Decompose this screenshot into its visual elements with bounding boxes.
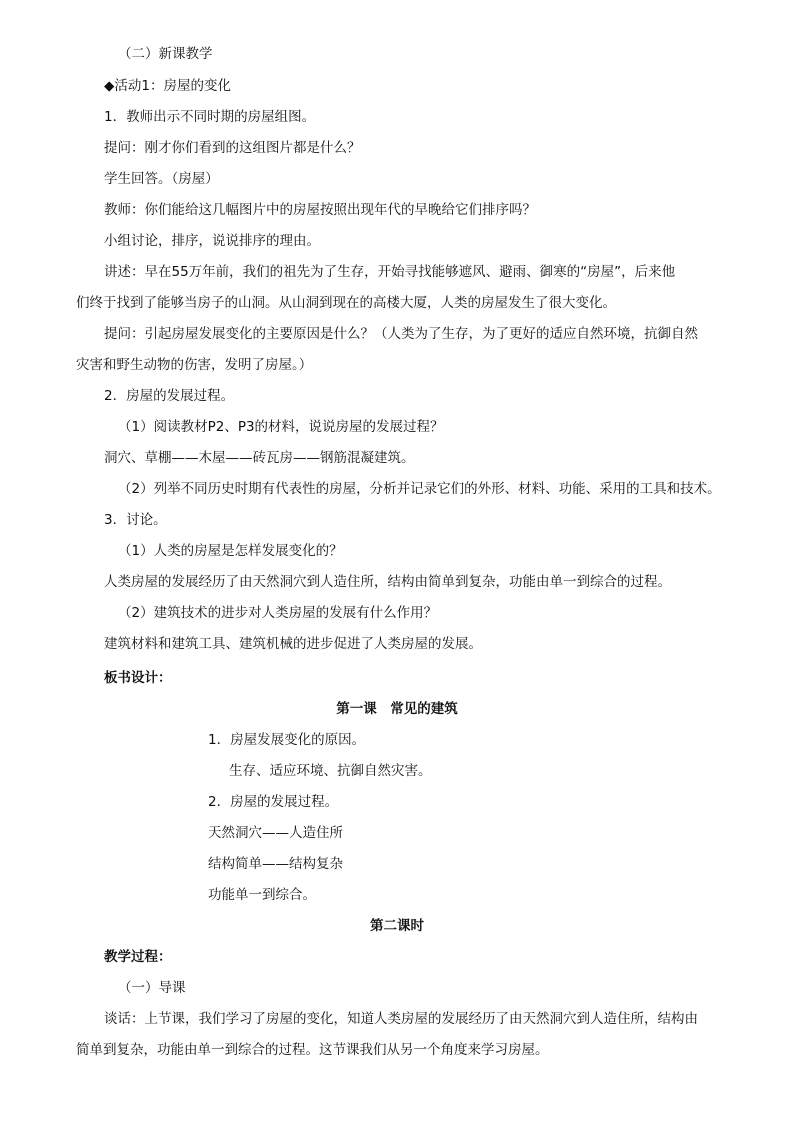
activity-heading: ◆活动1：房屋的变化 — [104, 78, 231, 94]
paragraph-line: （1）阅读教材P2、P3的材料，说说房屋的发展过程？ — [118, 419, 444, 435]
board-item: 功能单一到综合。 — [208, 887, 316, 903]
paragraph-line: 灾害和野生动物的伤害，发明了房屋。） — [76, 357, 313, 373]
board-item: 生存、适应环境、抗御自然灾害。 — [229, 763, 432, 779]
second-lesson-heading: 第二课时 — [370, 918, 424, 934]
paragraph-line: 讲述：早在55万年前，我们的祖先为了生存，开始寻找能够遮风、避雨、御寒的“房屋”，后来他 — [104, 264, 676, 280]
section-heading-intro: （一）导课 — [118, 980, 186, 996]
paragraph-line: （1）人类的房屋是怎样发展变化的？ — [118, 543, 343, 559]
board-item: 天然洞穴——人造住所 — [208, 825, 343, 841]
board-item: 结构简单——结构复杂 — [208, 856, 343, 872]
teaching-process-heading: 教学过程： — [104, 949, 172, 965]
paragraph-line: 学生回答。（房屋） — [104, 171, 219, 187]
paragraph-line: 简单到复杂，功能由单一到综合的过程。这节课我们从另一个角度来学习房屋。 — [76, 1042, 549, 1058]
paragraph-line: （2）建筑技术的进步对人类房屋的发展有什么作用？ — [118, 605, 438, 621]
paragraph-line: 2．房屋的发展过程。 — [104, 388, 235, 404]
lesson-title: 第一课 常见的建筑 — [336, 701, 458, 717]
paragraph-line: 提问：刚才你们看到的这组图片都是什么？ — [104, 140, 361, 156]
paragraph-line: 谈话：上节课，我们学习了房屋的变化，知道人类房屋的发展经历了由天然洞穴到人造住所，结构由 — [104, 1011, 698, 1027]
paragraph-line: 建筑材料和建筑工具、建筑机械的进步促进了人类房屋的发展。 — [104, 636, 482, 652]
board-item: 1．房屋发展变化的原因。 — [208, 732, 366, 748]
paragraph-line: （2）列举不同历史时期有代表性的房屋，分析并记录它们的外形、材料、功能、采用的工具和技术。 — [118, 481, 721, 497]
paragraph-line: 1．教师出示不同时期的房屋组图。 — [104, 109, 316, 125]
board-item: 2．房屋的发展过程。 — [208, 794, 339, 810]
paragraph-line: 们终于找到了能够当房子的山洞。从山洞到现在的高楼大厦，人类的房屋发生了很大变化。 — [76, 295, 616, 311]
board-design-heading: 板书设计： — [104, 670, 172, 686]
paragraph-line: 小组讨论，排序，说说排序的理由。 — [104, 233, 320, 249]
paragraph-line: 洞穴、草棚——木屋——砖瓦房——钢筋混凝建筑。 — [104, 450, 415, 466]
paragraph-line: 教师：你们能给这几幅图片中的房屋按照出现年代的早晚给它们排序吗？ — [104, 202, 536, 218]
paragraph-line: 人类房屋的发展经历了由天然洞穴到人造住所，结构由简单到复杂，功能由单一到综合的过程。 — [104, 574, 671, 590]
paragraph-line: 3．讨论。 — [104, 512, 167, 528]
paragraph-line: 提问：引起房屋发展变化的主要原因是什么？（人类为了生存，为了更好的适应自然环境，抗御自然 — [104, 326, 698, 342]
section-heading-new-lesson: （二）新课教学 — [118, 46, 213, 62]
